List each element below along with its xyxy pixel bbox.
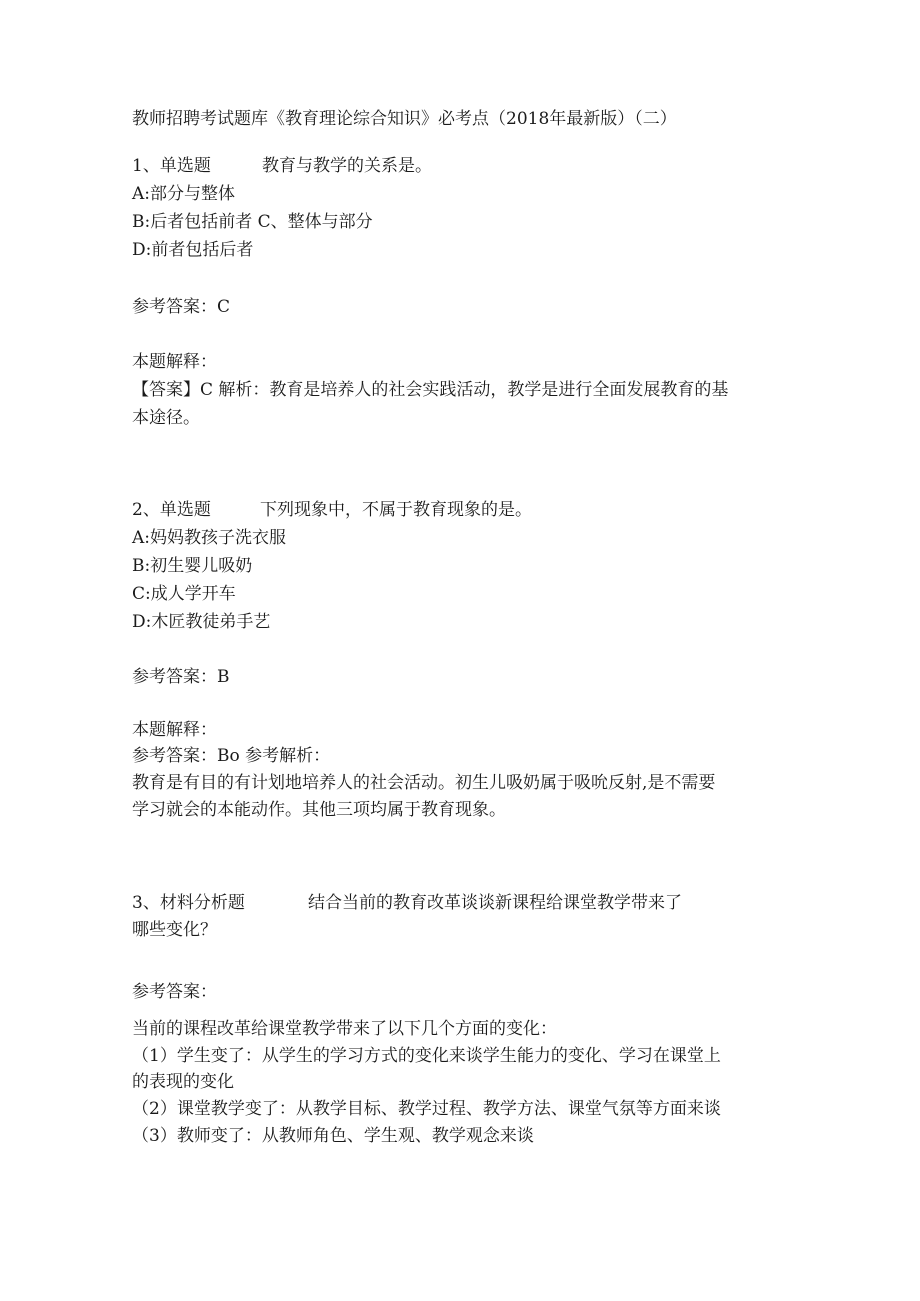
explanation-line: 本途径。 xyxy=(132,408,200,428)
question-text: 结合当前的教育改革谈谈新课程给课堂教学带来了 xyxy=(308,893,682,913)
explanation-line: （1）学生变了：从学生的学习方式的变化来谈学生能力的变化、学习在课堂上 xyxy=(132,1046,721,1066)
document-title: 教师招聘考试题库《教育理论综合知识》必考点（2018年最新版）（二） xyxy=(132,109,677,129)
answer: 参考答案： xyxy=(132,982,217,1002)
explanation-line: （3）教师变了：从教师角色、学生观、教学观念来谈 xyxy=(132,1126,534,1146)
explanation-line: 学习就会的本能动作。其他三项均属于教育现象。 xyxy=(132,800,506,820)
explanation-line: 当前的课程改革给课堂教学带来了以下几个方面的变化： xyxy=(132,1019,557,1039)
answer: 参考答案：C xyxy=(132,297,231,317)
explanation-label: 本题解释： xyxy=(132,352,217,372)
question-1-header xyxy=(132,154,432,178)
question-text: 下列现象中，不属于教育现象的是。 xyxy=(260,500,532,520)
explanation-line: （2）课堂教学变了：从教学目标、教学过程、教学方法、课堂气氛等方面来谈 xyxy=(132,1099,721,1119)
question-3-header xyxy=(132,891,682,915)
option-b: B:后者包括前者 C、整体与部分 xyxy=(132,212,373,232)
question-type-label: 3、材料分析题 xyxy=(132,893,245,913)
question-2-header xyxy=(132,498,532,522)
question-text-continued: 哪些变化？ xyxy=(132,920,217,940)
question-type-label: 1、单选题 xyxy=(132,156,211,176)
explanation-line: 参考答案：Bo 参考解析： xyxy=(132,746,331,766)
option-c: C:成人学开车 xyxy=(132,584,236,604)
explanation-line: 【答案】C 解析：教育是培养人的社会实践活动，教学是进行全面发展教育的基 xyxy=(132,380,729,400)
question-text: 教育与教学的关系是。 xyxy=(262,156,432,176)
question-type-label: 2、单选题 xyxy=(132,500,211,520)
option-a: A:妈妈教孩子洗衣服 xyxy=(132,528,287,548)
option-a: A:部分与整体 xyxy=(132,184,236,204)
answer: 参考答案：B xyxy=(132,667,230,687)
option-d: D:前者包括后者 xyxy=(132,240,254,260)
option-d: D:木匠教徒弟手艺 xyxy=(132,612,271,632)
explanation-line: 教育是有目的有计划地培养人的社会活动。初生儿吸奶属于吸吮反射,是不需要 xyxy=(132,773,716,793)
option-b: B:初生婴儿吸奶 xyxy=(132,556,253,576)
explanation-label: 本题解释： xyxy=(132,720,217,740)
explanation-line: 的表现的变化 xyxy=(132,1072,234,1092)
